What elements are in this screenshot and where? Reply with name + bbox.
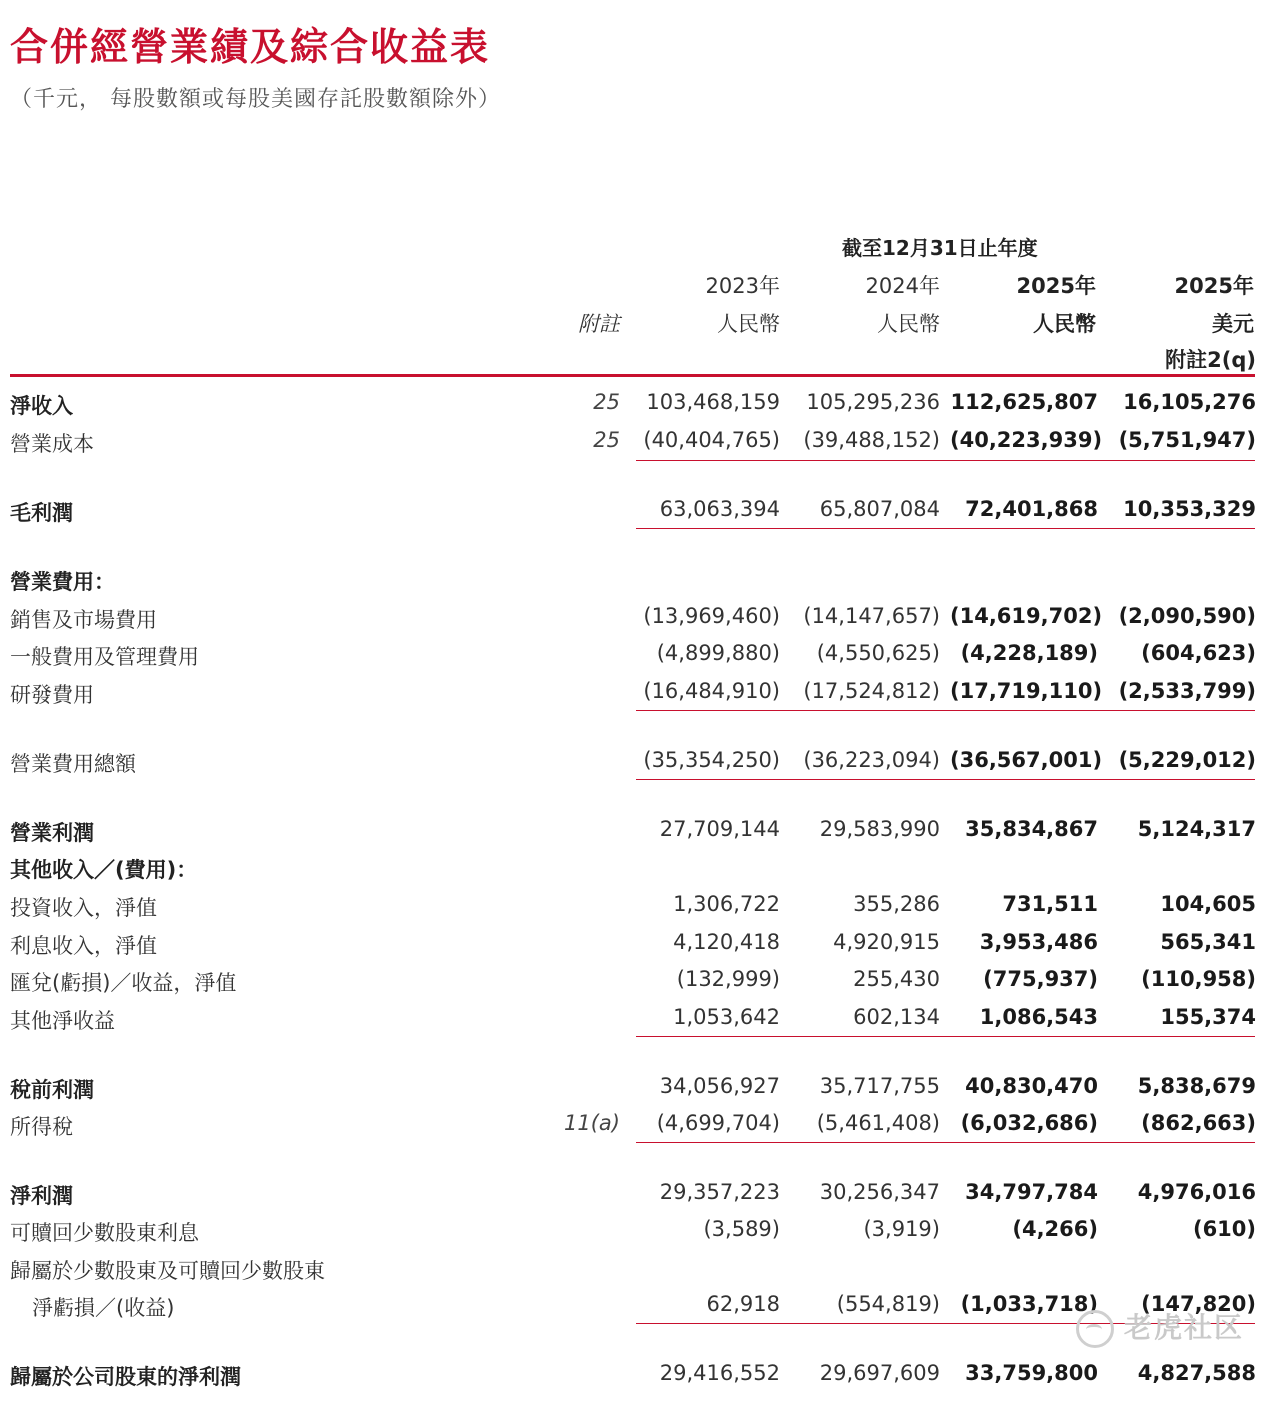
section-label: 營業費用： (10, 570, 115, 594)
value-2025-usd: 565,341 (1160, 930, 1256, 954)
value-2023: (40,404,765) (643, 428, 780, 452)
value-2025-rmb: (4,266) (1012, 1217, 1098, 1241)
row-note: 25 (593, 428, 620, 452)
table-row (0, 1251, 1280, 1285)
value-2023: (4,899,880) (656, 641, 780, 665)
row-label: 營業利潤 (10, 821, 94, 845)
value-2025-rmb: (14,619,702) (950, 604, 1103, 628)
value-2023: 103,468,159 (646, 390, 780, 414)
table-row (0, 1107, 1280, 1141)
value-2025-rmb: 1,086,543 (979, 1005, 1098, 1029)
value-2024: 29,583,990 (819, 817, 940, 841)
value-2023: 1,053,642 (673, 1005, 780, 1029)
row-label: 營業成本 (10, 432, 94, 456)
value-2023: (4,699,704) (656, 1111, 780, 1135)
period-header: 截至12月31日止年度 (842, 236, 1038, 260)
value-2023: 27,709,144 (659, 817, 780, 841)
table-row (0, 600, 1280, 634)
value-2023: 29,416,552 (659, 1361, 780, 1385)
tiger-logo-icon (1076, 1310, 1114, 1348)
value-2024: 255,430 (853, 967, 940, 991)
row-note: 25 (593, 390, 620, 414)
subtotal-rule (636, 710, 1255, 711)
value-2024: (3,919) (863, 1217, 940, 1241)
table-row (0, 1213, 1280, 1247)
section-label: 其他收入／(費用)： (10, 858, 198, 882)
value-2025-rmb: 34,797,784 (965, 1180, 1098, 1204)
row-label: 淨收入 (10, 394, 73, 418)
value-2025-usd: (862,663) (1141, 1111, 1256, 1135)
table-row (0, 637, 1280, 671)
table-row (0, 813, 1280, 847)
value-2025-rmb: (4,228,189) (960, 641, 1098, 665)
value-2025-rmb: 3,953,486 (979, 930, 1098, 954)
value-2024: 30,256,347 (819, 1180, 940, 1204)
value-2025-usd: 5,838,679 (1137, 1074, 1256, 1098)
value-2025-usd: (604,623) (1141, 641, 1256, 665)
value-2025-usd: (5,229,012) (1118, 748, 1256, 772)
subtotal-rule (636, 460, 1255, 461)
col-extra-note: 附註2(q) (1165, 348, 1256, 372)
row-label: 利息收入，淨值 (10, 934, 157, 958)
row-label: 所得稅 (10, 1115, 73, 1139)
table-row (0, 562, 1280, 596)
col-currency-2025-rmb: 人民幣 (1033, 312, 1096, 336)
col-currency-2023: 人民幣 (717, 312, 780, 336)
value-2025-rmb: (1,033,718) (960, 1292, 1098, 1316)
value-2024: 35,717,755 (819, 1074, 940, 1098)
table-row (0, 675, 1280, 709)
subtotal-rule (636, 528, 1255, 529)
row-label: 稅前利潤 (10, 1078, 94, 1102)
value-2023: (13,969,460) (643, 604, 780, 628)
value-2023: (132,999) (676, 967, 780, 991)
value-2025-rmb: (36,567,001) (950, 748, 1103, 772)
watermark-text: 老虎社区 (1124, 1311, 1245, 1344)
value-2023: (16,484,910) (643, 679, 780, 703)
value-2024: (14,147,657) (803, 604, 940, 628)
value-2023: 63,063,394 (659, 497, 780, 521)
table-row (0, 744, 1280, 778)
row-label: 投資收入，淨值 (10, 896, 157, 920)
value-2025-usd: (610) (1192, 1217, 1256, 1241)
value-2025-usd: 16,105,276 (1123, 390, 1256, 414)
value-2024: 355,286 (853, 892, 940, 916)
value-2025-usd: (5,751,947) (1118, 428, 1256, 452)
row-label: 歸屬於公司股東的淨利潤 (10, 1365, 241, 1389)
value-2023: 29,357,223 (659, 1180, 780, 1204)
col-year-2024: 2024年 (865, 274, 940, 298)
col-note-label: 附註 (578, 312, 620, 336)
table-row (0, 850, 1280, 884)
value-2025-usd: (147,820) (1141, 1292, 1256, 1316)
value-2025-rmb: (40,223,939) (950, 428, 1103, 452)
table-row (0, 963, 1280, 997)
value-2025-usd: 4,976,016 (1137, 1180, 1256, 1204)
value-2025-usd: 104,605 (1160, 892, 1256, 916)
table-row (0, 493, 1280, 527)
value-2025-rmb: 35,834,867 (965, 817, 1098, 841)
value-2024: 65,807,084 (819, 497, 940, 521)
col-year-2025-usd: 2025年 (1174, 274, 1254, 298)
value-2025-usd: (2,533,799) (1118, 679, 1256, 703)
value-2025-usd: 155,374 (1160, 1005, 1256, 1029)
table-row (0, 386, 1280, 420)
table-row (0, 1001, 1280, 1035)
value-2025-rmb: 72,401,868 (965, 497, 1098, 521)
value-2024: 602,134 (853, 1005, 940, 1029)
value-2023: (35,354,250) (643, 748, 780, 772)
col-currency-2025-usd: 美元 (1212, 312, 1254, 336)
value-2024: (17,524,812) (803, 679, 940, 703)
value-2025-rmb: 112,625,807 (950, 390, 1098, 414)
col-year-2025-rmb: 2025年 (1016, 274, 1096, 298)
row-label: 匯兌(虧損)／收益，淨值 (10, 971, 237, 995)
value-2024: 105,295,236 (806, 390, 940, 414)
value-2025-usd: (110,958) (1141, 967, 1256, 991)
value-2025-rmb: (775,937) (983, 967, 1098, 991)
value-2025-rmb: 731,511 (1002, 892, 1098, 916)
value-2024: (39,488,152) (803, 428, 940, 452)
value-2023: 1,306,722 (673, 892, 780, 916)
table-row (0, 424, 1280, 458)
table-row (0, 1357, 1280, 1391)
value-2024: (554,819) (836, 1292, 940, 1316)
value-2025-usd: 5,124,317 (1137, 817, 1256, 841)
row-note: 11(a) (564, 1111, 620, 1135)
value-2024: (5,461,408) (816, 1111, 940, 1135)
value-2025-rmb: (17,719,110) (950, 679, 1103, 703)
row-label: 一般費用及管理費用 (10, 645, 199, 669)
subtotal-rule (636, 1036, 1255, 1037)
table-row (0, 1176, 1280, 1210)
watermark (1076, 1306, 1266, 1350)
value-2025-usd: (2,090,590) (1118, 604, 1256, 628)
table-row (0, 1070, 1280, 1104)
value-2023: (3,589) (703, 1217, 780, 1241)
row-label: 營業費用總額 (10, 752, 136, 776)
table-row (0, 926, 1280, 960)
value-2024: 29,697,609 (819, 1361, 940, 1385)
row-label: 毛利潤 (10, 501, 73, 525)
subtotal-rule (636, 779, 1255, 780)
value-2025-rmb: 40,830,470 (965, 1074, 1098, 1098)
value-2023: 4,120,418 (673, 930, 780, 954)
value-2024: (4,550,625) (816, 641, 940, 665)
value-2023: 34,056,927 (659, 1074, 780, 1098)
value-2023: 62,918 (706, 1292, 780, 1316)
row-label: 淨利潤 (10, 1184, 73, 1208)
value-2025-rmb: (6,032,686) (960, 1111, 1098, 1135)
value-2025-usd: 10,353,329 (1123, 497, 1256, 521)
value-2025-rmb: 33,759,800 (965, 1361, 1098, 1385)
table-row (0, 888, 1280, 922)
row-label: 其他淨收益 (10, 1009, 115, 1033)
subtotal-rule (636, 1142, 1255, 1143)
row-label: 研發費用 (10, 683, 94, 707)
value-2024: (36,223,094) (803, 748, 940, 772)
page-title: 合併經營業績及綜合收益表 (10, 24, 491, 69)
value-2024: 4,920,915 (833, 930, 940, 954)
col-currency-2024: 人民幣 (877, 312, 940, 336)
page-subtitle: （千元， 每股數額或每股美國存託股數額除外） (10, 87, 501, 112)
row-label: 可贖回少數股東利息 (10, 1221, 199, 1245)
row-label: 銷售及市場費用 (10, 608, 157, 632)
col-year-2023: 2023年 (705, 274, 780, 298)
value-2025-usd: 4,827,588 (1137, 1361, 1256, 1385)
row-label: 歸屬於少數股東及可贖回少數股東 (10, 1259, 325, 1283)
row-label: 淨虧損／(收益) (32, 1296, 175, 1320)
